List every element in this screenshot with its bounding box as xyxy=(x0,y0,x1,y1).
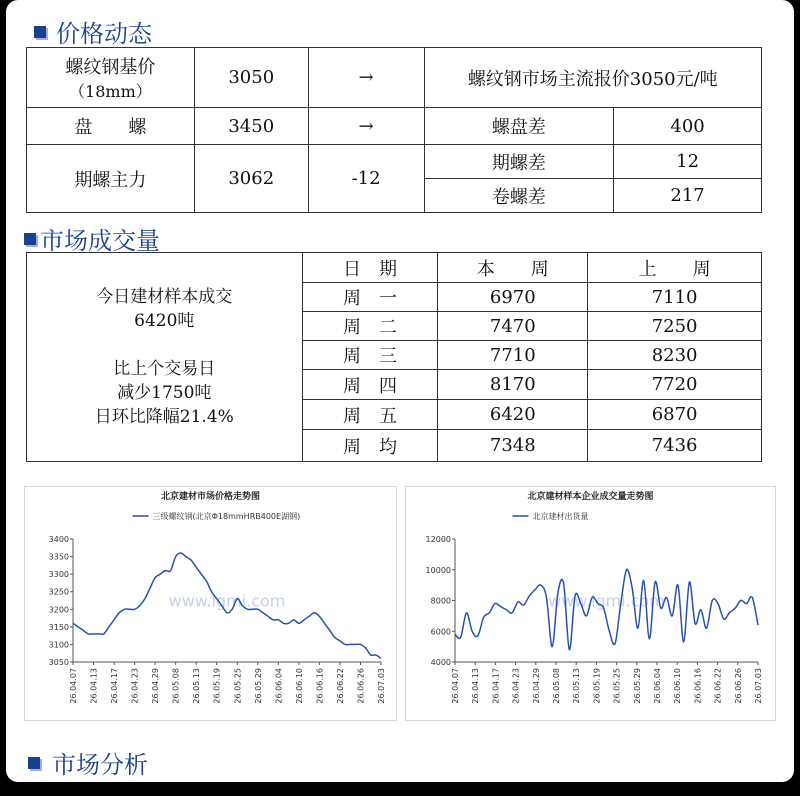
x-tick-label: 26.06.16 xyxy=(315,668,325,704)
x-tick-label: 26.05.13 xyxy=(192,668,202,704)
cell-diff-label: 螺盘差 xyxy=(424,108,614,145)
x-tick-label: 26.06.16 xyxy=(693,668,703,704)
watermark: www.lgmi.com xyxy=(168,591,286,611)
section-title-text: 市场分析 xyxy=(52,751,148,779)
y-tick-label: 3350 xyxy=(48,552,69,562)
x-tick-label: 26.06.04 xyxy=(274,668,284,704)
cell-day: 周 均 xyxy=(302,430,438,462)
chart-title: 北京建材市场价格走势图 xyxy=(160,492,261,502)
x-tick-label: 26.05.25 xyxy=(612,668,622,704)
cell-day: 周 二 xyxy=(302,312,438,341)
y-tick-label: 12000 xyxy=(425,535,451,544)
x-tick-label: 26.05.13 xyxy=(572,668,582,704)
header-this-week: 本 周 xyxy=(438,253,588,283)
cell-diff-label: 期螺差 xyxy=(424,145,614,179)
cell-change: → xyxy=(308,48,424,108)
cell-last-week: 7110 xyxy=(588,283,762,312)
section-title-text: 市场成交量 xyxy=(40,227,160,255)
section-marker-icon xyxy=(24,233,36,245)
x-tick-label: 26.05.08 xyxy=(552,668,561,704)
x-tick-label: 26.06.04 xyxy=(653,668,662,704)
legend-label: 三级螺纹钢(北京Φ18mmHRB400E湖钢) xyxy=(152,512,301,521)
cell-this-week: 6970 xyxy=(438,283,588,312)
cell-this-week: 6420 xyxy=(438,400,588,430)
cell-last-week: 8230 xyxy=(588,341,762,370)
x-tick-label: 26.04.17 xyxy=(491,668,501,704)
cell-price: 3050 xyxy=(194,48,308,108)
x-tick-label: 26.05.29 xyxy=(632,668,642,704)
x-tick-label: 26.07.03 xyxy=(377,668,386,704)
x-tick-label: 26.06.22 xyxy=(335,668,345,704)
cell-this-week: 7348 xyxy=(438,430,588,462)
y-tick-label: 3250 xyxy=(48,587,69,597)
cell-day: 周 一 xyxy=(302,283,438,312)
x-tick-label: 26.04.07 xyxy=(69,668,78,704)
cell-diff-label: 卷螺差 xyxy=(424,179,614,213)
header-date: 日 期 xyxy=(302,253,438,283)
chart-title: 北京建材样本企业成交量走势图 xyxy=(527,492,654,502)
cell-this-week: 7710 xyxy=(438,341,588,370)
section-marker-icon xyxy=(34,26,46,38)
x-tick-label: 26.04.29 xyxy=(151,668,161,704)
x-tick-label: 26.05.29 xyxy=(253,668,263,704)
y-tick-label: 3100 xyxy=(48,640,69,650)
x-tick-label: 26.06.22 xyxy=(713,668,723,704)
x-tick-label: 26.06.26 xyxy=(356,668,366,704)
x-tick-label: 26.04.29 xyxy=(531,668,541,704)
x-tick-label: 26.04.17 xyxy=(110,668,120,704)
volume-chart xyxy=(406,487,775,720)
cell-price: 3062 xyxy=(194,145,308,213)
cell-this-week: 7470 xyxy=(438,312,588,341)
cell-day: 周 四 xyxy=(302,370,438,400)
cell-change: → xyxy=(308,108,424,145)
x-tick-label: 26.04.13 xyxy=(471,668,481,704)
x-tick-label: 26.05.19 xyxy=(212,668,222,704)
section-title-analysis xyxy=(28,745,148,780)
cell-last-week: 7720 xyxy=(588,370,762,400)
cell-day: 周 五 xyxy=(302,400,438,430)
cell-diff-value: 217 xyxy=(614,179,762,213)
section-title-text: 价格动态 xyxy=(56,20,152,48)
y-tick-label: 3150 xyxy=(48,622,69,632)
cell-price: 3450 xyxy=(194,108,308,145)
cell-last-week: 6870 xyxy=(588,400,762,430)
y-tick-label: 3050 xyxy=(48,658,69,667)
x-tick-label: 26.07.03 xyxy=(754,668,763,704)
section-title-price xyxy=(34,14,152,49)
cell-diff-value: 12 xyxy=(614,145,762,179)
cell-last-week: 7436 xyxy=(588,430,762,462)
x-tick-label: 26.05.08 xyxy=(171,668,181,704)
cell-change: -12 xyxy=(308,145,424,213)
page xyxy=(6,0,794,782)
price-chart xyxy=(25,487,396,720)
y-tick-label: 6000 xyxy=(430,627,451,637)
x-tick-label: 26.05.19 xyxy=(592,668,602,704)
x-tick-label: 26.06.10 xyxy=(673,668,683,704)
y-tick-label: 10000 xyxy=(425,565,451,575)
volume-table xyxy=(26,252,762,462)
x-tick-label: 26.05.25 xyxy=(233,668,243,704)
x-tick-label: 26.04.23 xyxy=(511,668,521,704)
y-tick-label: 3300 xyxy=(48,570,69,580)
x-tick-label: 26.06.26 xyxy=(733,668,743,704)
watermark: www.lgmi.com xyxy=(548,591,665,611)
cell-name: 盘 螺 xyxy=(27,108,195,145)
y-tick-label: 3400 xyxy=(48,535,69,544)
legend-label: 北京建材出货量 xyxy=(532,512,589,521)
cell-day: 周 三 xyxy=(302,341,438,370)
y-tick-label: 8000 xyxy=(430,596,451,606)
cell-name: 期螺主力 xyxy=(27,145,195,213)
price-table xyxy=(26,47,762,213)
price-chart-panel xyxy=(24,486,397,721)
cell-this-week: 8170 xyxy=(438,370,588,400)
cell-last-week: 7250 xyxy=(588,312,762,341)
section-marker-icon xyxy=(28,757,40,769)
x-tick-label: 26.04.13 xyxy=(89,668,99,704)
x-tick-label: 26.06.10 xyxy=(294,668,304,704)
header-last-week: 上 周 xyxy=(588,253,762,283)
x-tick-label: 26.04.23 xyxy=(130,668,140,704)
y-tick-label: 3200 xyxy=(48,605,69,615)
cell-name: 螺纹钢基价 （18mm） xyxy=(27,48,195,108)
section-title-volume xyxy=(24,221,160,256)
cell-note: 螺纹钢市场主流报价3050元/吨 xyxy=(424,48,761,108)
volume-summary: 今日建材样本成交 6420吨 比上个交易日 减少1750吨 日环比降幅21.4% xyxy=(27,253,303,462)
y-tick-label: 4000 xyxy=(430,658,451,667)
volume-chart-panel xyxy=(405,486,776,721)
x-tick-label: 26.04.07 xyxy=(451,668,460,704)
cell-diff-value: 400 xyxy=(614,108,762,145)
